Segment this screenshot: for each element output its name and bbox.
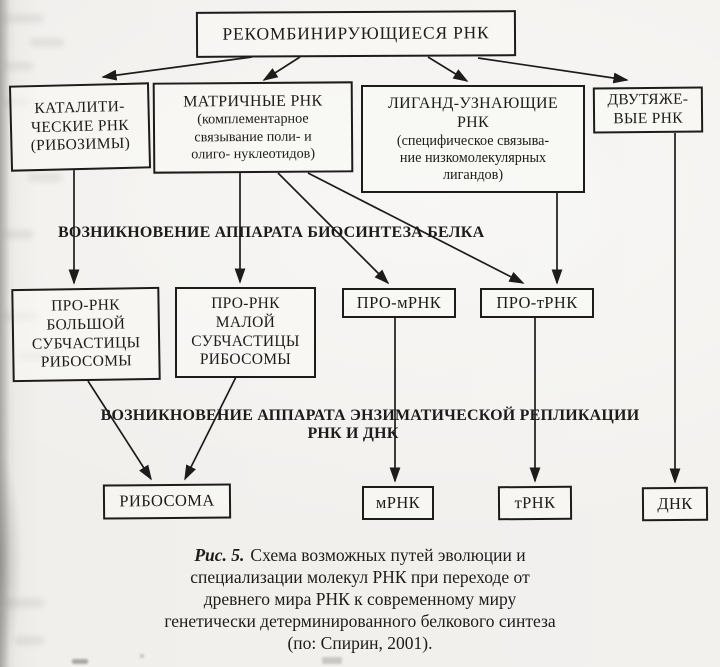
node-pro-rna-large-subunit xyxy=(11,287,160,382)
node-dna xyxy=(642,487,708,521)
node-label: РЕКОМБИНИРУЮЩИЕСЯ РНК xyxy=(222,22,490,45)
node-label: РИБОСОМЫ xyxy=(40,352,133,372)
node-label: РИБОСОМЫ xyxy=(199,351,292,369)
caption-line xyxy=(85,544,635,566)
stage-label-protein-biosynthesis: ВОЗНИКНОВЕНИЕ АППАРАТА БИОСИНТЕЗА БЕЛКА xyxy=(58,224,485,241)
caption-line: древнего мира РНК к современному миру xyxy=(203,589,517,609)
arrow-root-to-double-stranded xyxy=(478,58,627,80)
node-label: СУБЧАСТИЦЫ xyxy=(191,332,300,350)
figure-caption xyxy=(85,544,635,654)
node-label: РИБОСОМА xyxy=(119,491,215,511)
node-label: (комплементарное xyxy=(197,110,309,128)
stage-label-enzymatic-replication xyxy=(85,407,655,443)
node-ribosome xyxy=(103,483,231,519)
stage-label-line: РНК И ДНК xyxy=(307,425,399,442)
node-label: ДНК xyxy=(657,493,693,514)
node-label: СУБЧАСТИЦЫ xyxy=(31,333,141,353)
node-pro-rna-small-subunit xyxy=(175,287,316,378)
caption-line: генетически детерминированного белкового синтеза xyxy=(164,611,556,631)
node-pro-trna xyxy=(480,288,594,318)
node-label: РНК xyxy=(456,114,490,132)
caption-line: специализации молекул РНК при переходе от xyxy=(190,567,530,587)
node-label: МАТРИЧНЫЕ РНК xyxy=(183,92,323,111)
node-label: ДВУТЯЖЕ- xyxy=(607,90,689,109)
caption-text: Схема возможных путей эволюции и xyxy=(250,545,526,565)
arrow-root-to-template xyxy=(264,57,300,80)
node-label: КАТАЛИТИ- xyxy=(34,97,125,117)
caption-line: (по: Спирин, 2001). xyxy=(287,633,433,653)
node-label: ВЫЕ РНК xyxy=(613,109,683,128)
node-label: тРНК xyxy=(514,492,556,513)
node-label: МАЛОЙ xyxy=(215,313,276,331)
node-label: лигандов) xyxy=(442,167,504,184)
node-label: ПРО-РНК xyxy=(211,294,280,312)
node-double-stranded-rna xyxy=(593,87,703,134)
node-ligand-recognizing-rna xyxy=(361,85,585,193)
node-label: ЛИГАНД-УЗНАЮЩИЕ xyxy=(388,94,558,112)
node-label: ЧЕСКИЕ РНК xyxy=(30,116,130,136)
node-label: связывание поли- и xyxy=(194,128,312,146)
node-label: ПРО-мРНК xyxy=(356,292,442,312)
node-label: БОЛЬШОЙ xyxy=(46,314,126,334)
figure-number: Рис. 5. xyxy=(194,545,245,565)
node-label: олиго- нуклеотидов) xyxy=(191,145,316,163)
arrow-root-to-ligand xyxy=(428,57,467,81)
node-label: ПРО-РНК xyxy=(51,296,120,315)
node-label: ние низкомолекулярных xyxy=(399,149,547,166)
node-label: мРНК xyxy=(375,492,421,512)
node-template-rna xyxy=(153,81,354,173)
node-label: (РИБОЗИМЫ) xyxy=(30,135,131,155)
stage-label-line: ВОЗНИКНОВЕНИЕ АППАРАТА ЭНЗИМАТИЧЕСКОЙ РЕПЛИКАЦИИ xyxy=(100,407,640,424)
node-trna xyxy=(498,486,572,521)
node-recombining-rna xyxy=(196,10,516,58)
node-mrna xyxy=(362,486,434,520)
node-label: (специфическое связыва- xyxy=(396,132,550,149)
node-pro-mrna xyxy=(342,288,456,318)
node-catalytic-rna xyxy=(9,82,151,171)
arrow-root-to-catalytic xyxy=(103,57,252,77)
node-label: ПРО-тРНК xyxy=(496,292,578,312)
